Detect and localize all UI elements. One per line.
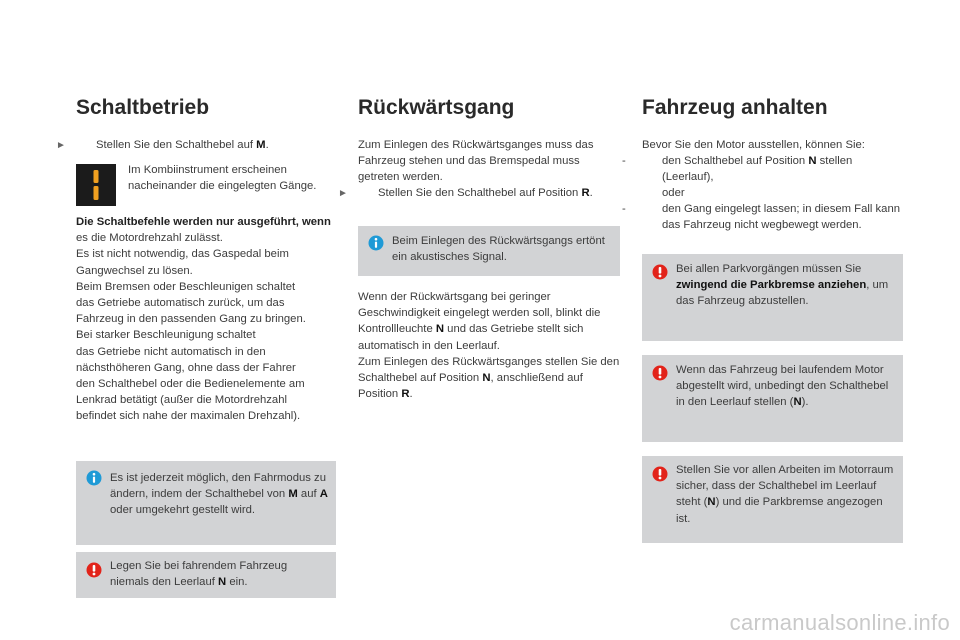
heading-rueckwaertsgang: Rückwärtsgang [358,96,515,119]
paragraph-line: Lenkrad betätigt (außer die Motordrehzahl [76,394,287,407]
paragraph-bold-lead: Die Schaltbefehle werden nur ausgeführt, wenn [76,216,331,228]
paragraph-line: es die Motordrehzahl zulässt. [76,232,223,245]
paragraph-line: nächsthöheren Gang, ohne dass der Fahrer [76,361,296,374]
arrow-bullet-icon: ► [56,140,66,151]
warning-box-leerlauf [76,552,336,598]
info-box-signal [358,226,620,276]
warning-box-text: Bei allen Parkvorgängen müssen Sie zwingend die Parkbremse anziehen, um das Fahrzeug abzustellen. [676,263,889,308]
list-item-leerlauf: - den Schalthebel auf Position N stellen (Leerlauf), [622,155,853,184]
warning-box-text: Stellen Sie vor allen Arbeiten im Motorraum sicher, dass der Schalthebel im Leerlauf steht (N) und die Parkbremse angezogen ist. [676,464,894,525]
paragraph-line: das Getriebe automatisch zurück, um das [76,297,285,310]
warning-box-laufender-motor [642,355,903,442]
warning-icon [652,264,668,285]
warning-icon [86,562,102,583]
warning-icon [652,466,668,487]
warning-box-text: Legen Sie bei fahrendem Fahrzeug niemals den Leerlauf N ein. [110,560,288,589]
step-schalthebel-m: ► Stellen Sie den Schalthebel auf M. [76,137,338,154]
info-box-text: Beim Einlegen des Rückwärtsgangs ertönt ein akustisches Signal. [392,235,605,264]
paragraph-line: Es ist nicht notwendig, das Gaspedal beim [76,248,289,261]
paragraph-line: das Getriebe nicht automatisch in den [76,345,266,358]
paragraph-line: Beim Bremsen oder Beschleunigen schaltet [76,280,296,293]
paragraph-geringe-geschwindigkeit: Wenn der Rückwärtsgang bei geringer Geschwindigkeit eingelegt werden soll, blinkt die Kontrollleuchte N und das Getriebe stellt sich automatisch in den Leerlauf. Zum Einlegen des Rückwärtsganges stellen Sie den Schalthebel auf Position N, anschließend auf Position R. [358,291,620,401]
watermark: carmanualsonline.info [729,610,950,635]
arrow-bullet-icon: ► [338,188,348,199]
warning-box-motorraum [642,456,903,543]
heading-fahrzeug-anhalten: Fahrzeug anhalten [642,96,828,119]
intro-rueckwaertsgang: Zum Einlegen des Rückwärtsganges muss das Fahrzeug stehen und das Bremspedal muss getreten werden. [358,139,594,184]
warning-box-parkbremse [642,254,903,341]
info-icon [368,235,384,256]
heading-schaltbetrieb: Schaltbetrieb [76,96,210,119]
info-box-text: Es ist jederzeit möglich, den Fahrmodus zu ändern, indem der Schalthebel von M auf A oder umgekehrt gestellt wird. [110,472,328,517]
paragraph-line: Fahrzeug in den passenden Gang zu bringen. [76,313,306,326]
paragraph-schaltbefehle [76,214,346,425]
paragraph-line: befindet sich nahe der maximalen Drehzahl). [76,410,301,423]
warning-box-text: Wenn das Fahrzeug bei laufendem Motor abgestellt wird, unbedingt den Schalthebel in den Leerlauf stellen (N). [676,364,889,409]
info-box-fahrmodus [76,461,336,545]
list-item-gang-eingelegt: - den Gang eingelegt lassen; in diesem Fall kann das Fahrzeug nicht wegbewegt werden. [622,203,901,232]
display-description: Im Kombiinstrument erscheinen nacheinander die eingelegten Gänge. [128,164,317,193]
gear-display-icon [76,164,116,206]
intro-anhalten: Bevor Sie den Motor ausstellen, können Sie: [642,139,865,151]
paragraph-line: Bei starker Beschleunigung schaltet [76,329,256,342]
info-icon [86,470,102,491]
paragraph-line: Gangwechsel zu lösen. [76,264,193,277]
oder-text: oder [662,187,685,199]
paragraph-line: den Schalthebel oder die Bedienelemente am [76,378,305,391]
step-schalthebel-r: ► Stellen Sie den Schalthebel auf Position R. [358,185,620,202]
warning-icon [652,365,668,386]
